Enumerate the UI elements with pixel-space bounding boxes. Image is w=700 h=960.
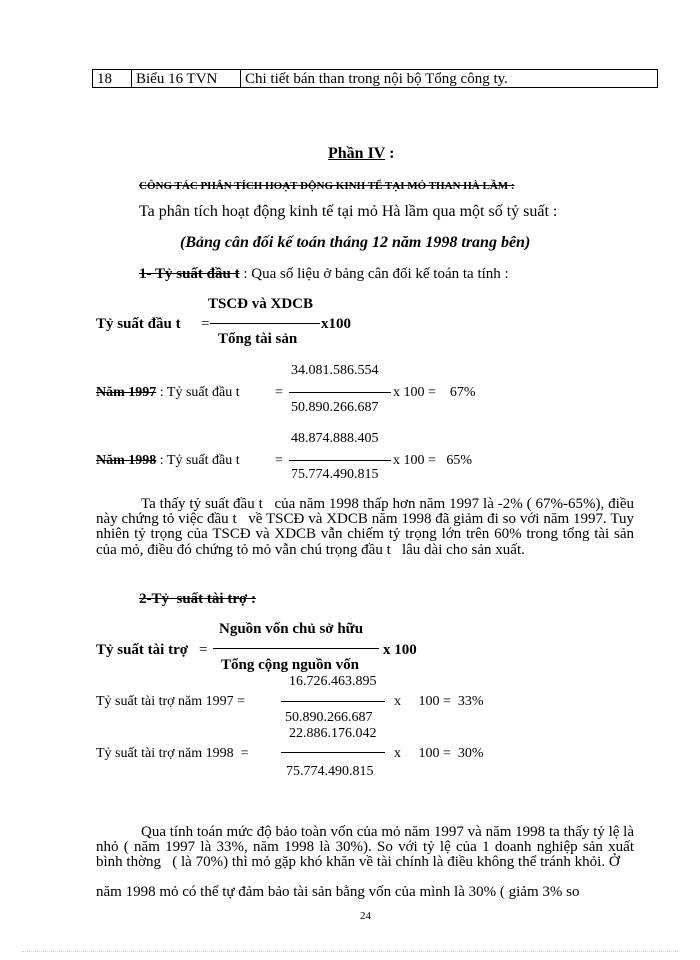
s1-formula-eq: = xyxy=(201,316,210,332)
intro-text: Ta phân tích hoạt động kinh tế tại mỏ Hà lầm qua một số tỷ suất : xyxy=(139,203,558,220)
part-colon: : xyxy=(385,145,395,162)
s2-formula-label: Tỷ suất tài trợ xyxy=(96,642,189,658)
s2-1997-bar xyxy=(281,701,385,702)
s2-paragraph: Qua tính toán mức độ bảo toàn vốn của mỏ năm 1997 và năm 1998 ta thấy tỷ lệ là nhỏ ( năm 1997 là 33%, năm 1998 là 30%). So với tỷ lệ của 1 doanh nghiệp sản xuất bình thờng ( là 70%) thì mỏ gặp khó khăn về tài chính là điều không thể tránh khỏi. Ở xyxy=(96,824,638,871)
s2-formula-denominator: Tổng cộng nguồn vốn xyxy=(221,657,359,673)
s2-formula-eq: = xyxy=(199,642,208,658)
s2-paragraph-last-line: năm 1998 mỏ có thể tự đảm bảo tài sản bằng vốn của mình là 30% ( giảm 3% so xyxy=(96,884,580,900)
s1-formula-label: Tỷ suất đầu t xyxy=(96,316,181,332)
s2-1998-result: x 100 = 30% xyxy=(394,746,484,761)
s1-1998-rest: : Tỷ suất đầu t xyxy=(156,453,240,468)
s1-1997-line xyxy=(96,385,240,401)
s1-1998-denominator: 75.774.490.815 xyxy=(291,467,379,482)
page-bottom-rule xyxy=(22,951,678,952)
s1-1998-eq: = xyxy=(275,453,283,468)
row-number: 18 xyxy=(93,70,132,88)
s1-1998-label: Năm 1998 xyxy=(96,453,157,468)
s2-1997-numerator: 16.726.463.895 xyxy=(289,674,377,689)
s1-heading: 1- Tỷ suất đầu t xyxy=(139,266,240,282)
table-row xyxy=(93,70,658,88)
s1-1998-bar xyxy=(289,460,391,461)
section-subtitle: CÔNG TÁC PHÂN TÍCH HOẠT ĐỘNG KINH TẾ TẠI MỎ THAN HÀ LẦM : xyxy=(139,180,515,192)
s2-formula-numerator: Nguồn vốn chủ sở hữu xyxy=(219,621,364,637)
s1-1997-rest: : Tỷ suất đầu t xyxy=(156,385,240,400)
s1-1998-line xyxy=(96,453,240,469)
s1-1997-numerator: 34.081.586.554 xyxy=(291,363,379,378)
s2-1997-result: x 100 = 33% xyxy=(394,694,484,709)
part-title: Phần IV xyxy=(328,145,386,162)
s2-1998-denominator: 75.774.490.815 xyxy=(286,764,374,779)
s2-heading: 2-Tỷ suất tài trợ : xyxy=(139,591,257,607)
row-description: Chi tiết bán than trong nội bộ Tổng công ty. xyxy=(241,70,658,88)
s1-paragraph: Ta thấy tỷ suất đầu t của năm 1998 thấp hơn năm 1997 là -2% ( 67%-65%), điều này chứng tỏ việc đầu t về TSCĐ và XDCB năm 1998 đã giảm đi so với năm 1997. Tuy nhiên tỷ trọng của TSCĐ và XDCB vẫn chiếm tỷ trọng lớn trên 60% trong tổng tài sản của mỏ, điều đó chứng tỏ mỏ vẫn chú trọng đầu t lâu dài cho sản xuất. xyxy=(96,496,638,558)
s1-formula-numerator: TSCĐ và XDCB xyxy=(208,296,314,312)
s1-1997-denominator: 50.890.266.687 xyxy=(291,400,379,415)
s2-1998-bar xyxy=(281,752,385,753)
s1-heading-rest: : Qua số liệu ở bảng cân đối kế toán ta tính : xyxy=(239,266,509,282)
s1-1997-result: x 100 = 67% xyxy=(393,385,476,400)
s2-1997-label: Tỷ suất tài trợ năm 1997 = xyxy=(96,694,246,709)
s1-1997-eq: = xyxy=(275,385,283,400)
s1-heading-line xyxy=(139,266,509,283)
part-heading xyxy=(328,145,394,163)
s1-formula-bar xyxy=(210,323,320,324)
s1-1997-label: Năm 1997 xyxy=(96,385,157,400)
s2-1997-denominator: 50.890.266.687 xyxy=(285,710,373,725)
s2-formula-bar xyxy=(213,648,379,649)
page-number: 24 xyxy=(360,910,371,922)
note-text: (Bảng cân đối kế toán tháng 12 năm 1998 trang bên) xyxy=(180,234,531,251)
s1-1998-result: x 100 = 65% xyxy=(393,453,473,468)
row-code: Biểu 16 TVN xyxy=(132,70,241,88)
s2-formula-mult: x 100 xyxy=(383,642,417,658)
s2-1998-numerator: 22.886.176.042 xyxy=(289,726,377,741)
s1-formula-denominator: Tổng tài sản xyxy=(218,331,298,347)
s1-formula-mult: x100 xyxy=(321,316,351,332)
s1-1998-numerator: 48.874.888.405 xyxy=(291,431,379,446)
s1-1997-bar xyxy=(289,392,391,393)
s2-1998-label: Tỷ suất tài trợ năm 1998 = xyxy=(96,746,249,761)
toc-table xyxy=(92,69,658,88)
